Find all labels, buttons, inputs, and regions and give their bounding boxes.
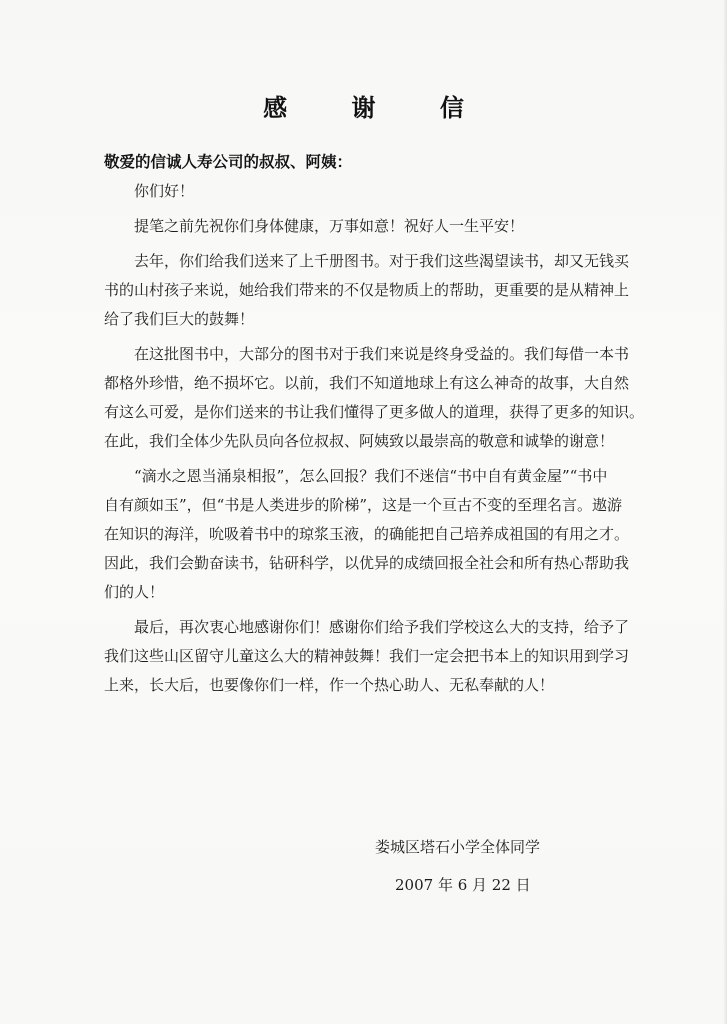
- paragraph-line: 都格外珍惜，绝不损坏它。以前，我们不知道地球上有这么神奇的故事，大自然: [104, 374, 630, 392]
- letter-body: [104, 177, 645, 706]
- letter-date: 2007 年 6 月 22 日: [395, 876, 531, 894]
- paragraph-line: 去年，你们给我们送来了上千册图书。对于我们这些渴望读书，却又无钱买: [134, 252, 630, 270]
- paragraph-line: “滴水之恩当涌泉相报”，怎么回报？我们不迷信“书中自有黄金屋”“书中: [134, 467, 608, 485]
- paragraph-line: 自有颜如玉”，但“书是人类进步的阶梯”，这是一个亘古不变的至理名言。遨游: [104, 496, 623, 514]
- paragraph-line: 书的山村孩子来说，她给我们带来的不仅是物质上的帮助，更重要的是从精神上: [104, 281, 630, 299]
- paragraph-line: 们的人！: [104, 583, 165, 601]
- letter-greeting: 敬爱的信诚人寿公司的叔叔、阿姨：: [104, 152, 353, 171]
- letter-signature: 娄城区塔石小学全体同学: [375, 838, 541, 856]
- paragraph-line: 我们这些山区留守儿童这么大的精神鼓舞！我们一定会把书本上的知识用到学习: [104, 647, 630, 665]
- letter-title: 感 谢 信: [263, 93, 492, 122]
- paragraph-line: 提笔之前先祝你们身体健康，万事如意！祝好人一生平安！: [134, 217, 525, 235]
- paragraph-line: 给了我们巨大的鼓舞！: [104, 310, 255, 328]
- scan-edge-shadow: [723, 0, 727, 1024]
- paragraph: [104, 247, 630, 334]
- paragraph-line: 在此，我们全体少先队员向各位叔叔、阿姨致以最崇高的敬意和诚挚的谢意！: [104, 432, 615, 450]
- paragraph: [104, 340, 645, 456]
- paragraph-line: 上来，长大后，也要像你们一样，作一个热心助人、无私奉献的人！: [104, 676, 555, 694]
- paragraph-line: 在知识的海洋，吮吸着书中的琼浆玉液，的确能把自己培养成祖国的有用之才。: [104, 525, 630, 543]
- paragraph-line: 有这么可爱，是你们送来的书让我们懂得了更多做人的道理，获得了更多的知识。: [104, 403, 645, 421]
- paragraph-line: 因此，我们会勤奋读书，钻研科学，以优异的成绩回报全社会和所有热心帮助我: [104, 554, 630, 572]
- paragraph: [104, 613, 630, 700]
- paragraph-line: 在这批图书中，大部分的图书对于我们来说是终身受益的。我们每借一本书: [134, 345, 630, 363]
- paragraph: [104, 177, 624, 206]
- paragraph-line: 最后，再次衷心地感谢你们！感谢你们给予我们学校这么大的支持，给予了: [134, 618, 630, 636]
- paragraph-line: 你们好！: [134, 182, 195, 200]
- paragraph: [104, 212, 624, 241]
- paragraph: [104, 462, 630, 607]
